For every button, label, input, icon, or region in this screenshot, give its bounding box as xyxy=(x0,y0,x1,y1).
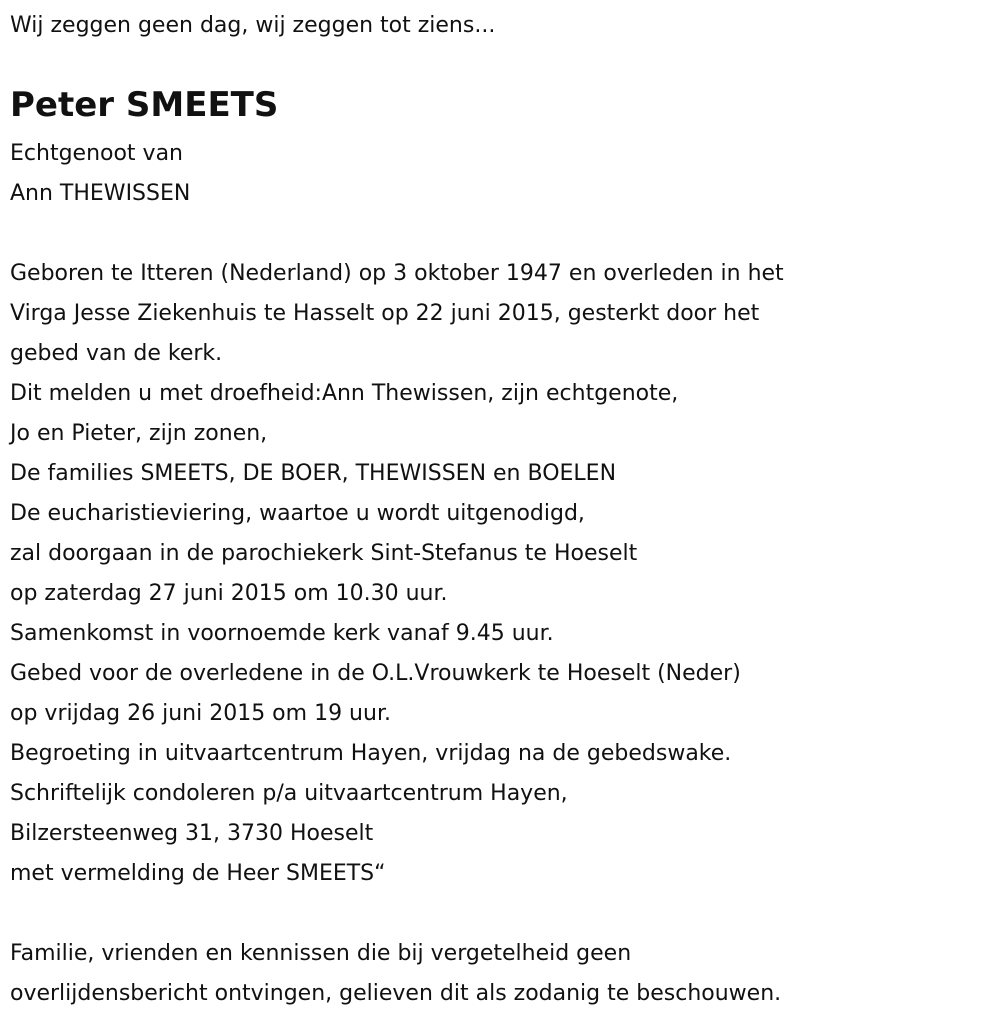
text-line: De families SMEETS, DE BOER, THEWISSEN en BOELEN xyxy=(10,461,617,486)
obituary-text xyxy=(10,134,784,1014)
intro-quote: Wij zeggen geen dag, wij zeggen tot ziens... xyxy=(10,13,496,38)
text-line: op zaterdag 27 juni 2015 om 10.30 uur. xyxy=(10,581,448,606)
text-line: Bilzersteenweg 31, 3730 Hoeselt xyxy=(10,821,374,846)
text-line: Familie, vrienden en kennissen die bij vergetelheid geen xyxy=(10,941,632,966)
text-line: Gebed voor de overledene in de O.L.Vrouwkerk te Hoeselt (Neder) xyxy=(10,661,741,686)
text-line xyxy=(10,894,784,934)
text-line: Echtgenoot van xyxy=(10,141,183,166)
text-line: Begroeting in uitvaartcentrum Hayen, vrijdag na de gebedswake. xyxy=(10,741,732,766)
text-line: Ann THEWISSEN xyxy=(10,181,191,206)
text-line: Schriftelijk condoleren p/a uitvaartcentrum Hayen, xyxy=(10,781,568,806)
text-line: Dit melden u met droefheid:Ann Thewissen, zijn echtgenote, xyxy=(10,381,679,406)
text-line: Geboren te Itteren (Nederland) op 3 oktober 1947 en overleden in het xyxy=(10,261,784,286)
deceased-name: Peter SMEETS xyxy=(10,85,279,125)
text-line: Samenkomst in voornoemde kerk vanaf 9.45 uur. xyxy=(10,621,554,646)
text-line: zal doorgaan in de parochiekerk Sint-Stefanus te Hoeselt xyxy=(10,541,638,566)
text-line: Virga Jesse Ziekenhuis te Hasselt op 22 juni 2015, gesterkt door het xyxy=(10,301,760,326)
text-line: op vrijdag 26 juni 2015 om 19 uur. xyxy=(10,701,391,726)
text-line: gebed van de kerk. xyxy=(10,341,223,366)
text-line xyxy=(10,214,784,254)
text-line: overlijdensbericht ontvingen, gelieven dit als zodanig te beschouwen. xyxy=(10,981,782,1006)
text-line: Jo en Pieter, zijn zonen, xyxy=(10,421,268,446)
text-line: De eucharistieviering, waartoe u wordt uitgenodigd, xyxy=(10,501,585,526)
text-line: met vermelding de Heer SMEETS“ xyxy=(10,861,386,886)
